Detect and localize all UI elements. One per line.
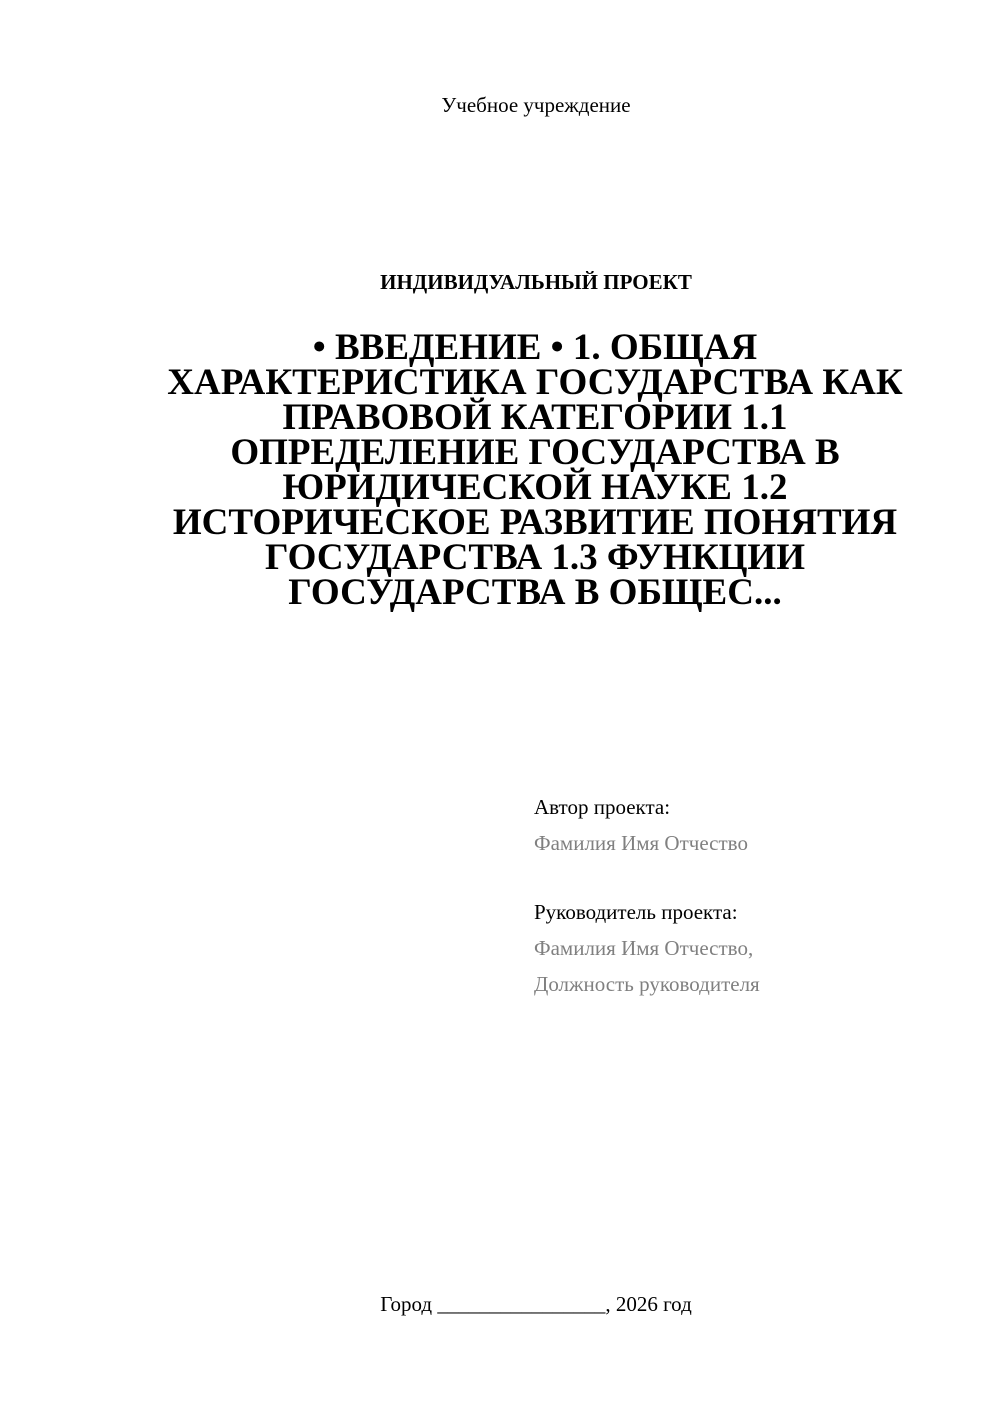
project-title: • ВВЕДЕНИЕ • 1. ОБЩАЯ ХАРАКТЕРИСТИКА ГОСУДАРСТВА КАК ПРАВОВОЙ КАТЕГОРИИ 1.1 ОПРЕДЕЛЕНИЕ ГОСУДАРСТВА В ЮРИДИЧЕСКОЙ НАУКЕ 1.2 ИСТОРИЧЕСКОЕ РАЗВИТИЕ ПОНЯТИЯ ГОСУДАРСТВА 1.3 ФУНКЦИИ ГОСУДАРСТВА В ОБЩЕС... xyxy=(167,327,903,613)
supervisor-position-placeholder: Должность руководителя xyxy=(534,972,760,996)
supervisor-name-placeholder: Фамилия Имя Отчество, xyxy=(534,936,754,960)
project-type-heading: ИНДИВИДУАЛЬНЫЙ ПРОЕКТ xyxy=(380,270,692,294)
supervisor-label: Руководитель проекта: xyxy=(534,900,738,924)
city-year-line: Город ________________, 2026 год xyxy=(380,1292,692,1316)
author-name-placeholder: Фамилия Имя Отчество xyxy=(534,831,748,855)
supervisor-block xyxy=(534,894,974,1002)
author-block xyxy=(534,789,974,861)
author-label: Автор проекта: xyxy=(534,795,671,819)
institution-name: Учебное учреждение xyxy=(441,93,631,117)
